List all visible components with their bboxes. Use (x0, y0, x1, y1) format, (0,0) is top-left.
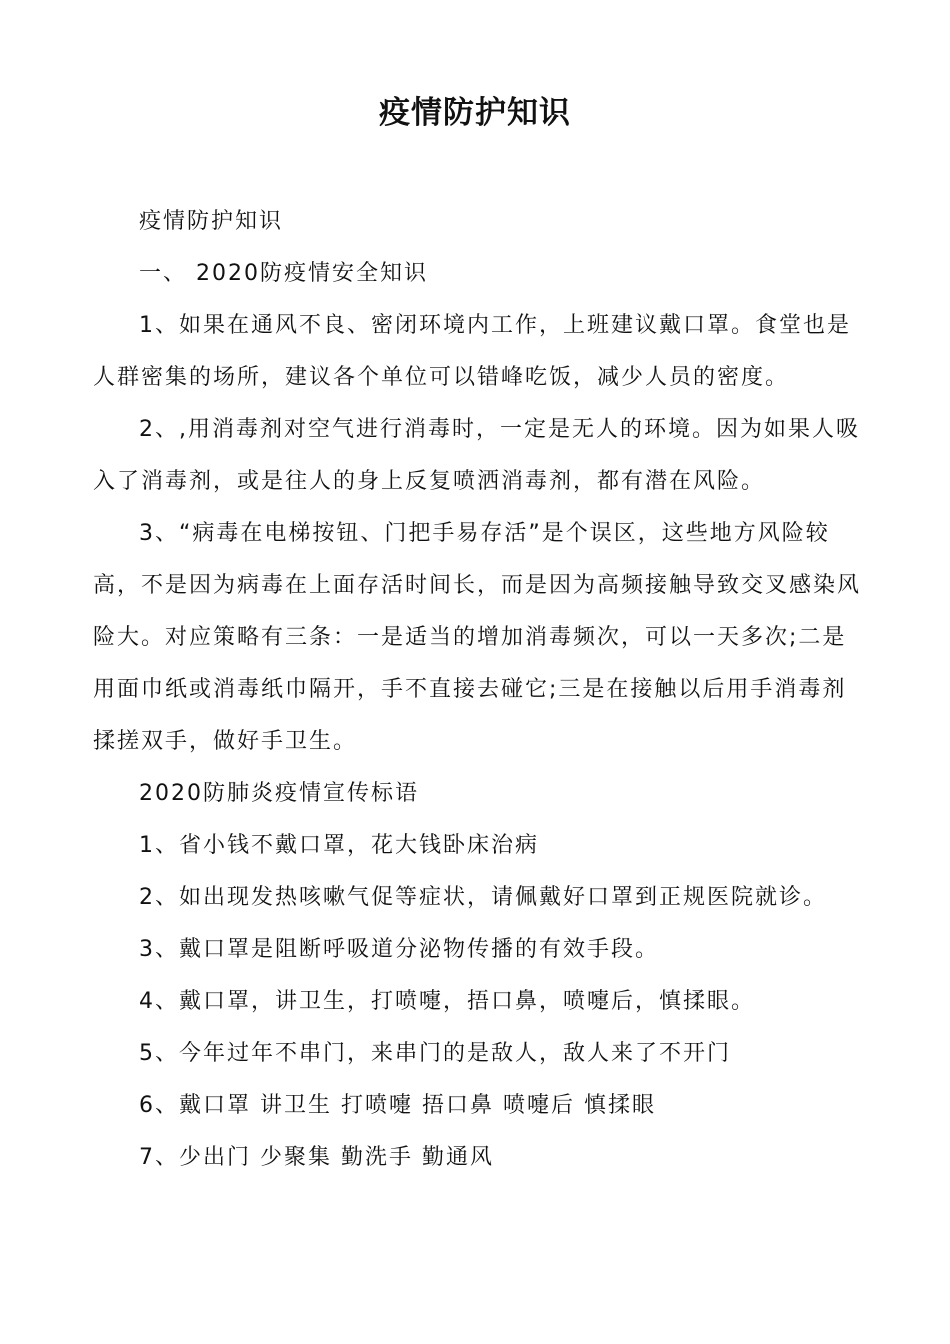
slogan-item: 7、少出门 少聚集 勤洗手 勤通风 (139, 1145, 494, 1170)
slogan-item: 1、省小钱不戴口罩，花大钱卧床治病 (139, 833, 539, 858)
document-body (93, 196, 861, 1184)
paragraph-item-3: 3、“病毒在电梯按钮、门把手易存活”是个误区，这些地方风险较高，不是因为病毒在上面存活时间长，而是因为高频接触导致交叉感染风险大。对应策略有三条：一是适当的增加消毒频次，可以一天多次;二是用面巾纸或消毒纸巾隔开，手不直接去碰它;三是在接触以后用手消毒剂揉搓双手，做好手卫生。 (93, 521, 862, 754)
section-heading-safety: 一、 2020防疫情安全知识 (139, 261, 428, 286)
paragraph-heading: 疫情防护知识 (139, 209, 284, 234)
section-heading-slogans: 2020防肺炎疫情宣传标语 (139, 781, 419, 806)
paragraph-item-1: 1、如果在通风不良、密闭环境内工作，上班建议戴口罩。食堂也是人群密集的场所，建议各个单位可以错峰吃饭，减少人员的密度。 (93, 313, 851, 390)
slogan-item: 5、今年过年不串门，来串门的是敌人，敌人来了不开门 (139, 1041, 731, 1066)
slogan-item: 6、戴口罩 讲卫生 打喷嚏 捂口鼻 喷嚏后 慎揉眼 (139, 1093, 656, 1118)
slogan-item: 4、戴口罩，讲卫生，打喷嚏，捂口鼻，喷嚏后，慎揉眼。 (139, 989, 755, 1014)
document-title: 疫情防护知识 (379, 95, 571, 131)
paragraph-item-2: 2、,用消毒剂对空气进行消毒时，一定是无人的环境。因为如果人吸入了消毒剂，或是往人的身上反复喷洒消毒剂，都有潜在风险。 (93, 417, 860, 494)
slogan-item: 3、戴口罩是阻断呼吸道分泌物传播的有效手段。 (139, 937, 659, 962)
slogan-item: 2、如出现发热咳嗽气促等症状，请佩戴好口罩到正规医院就诊。 (139, 885, 827, 910)
